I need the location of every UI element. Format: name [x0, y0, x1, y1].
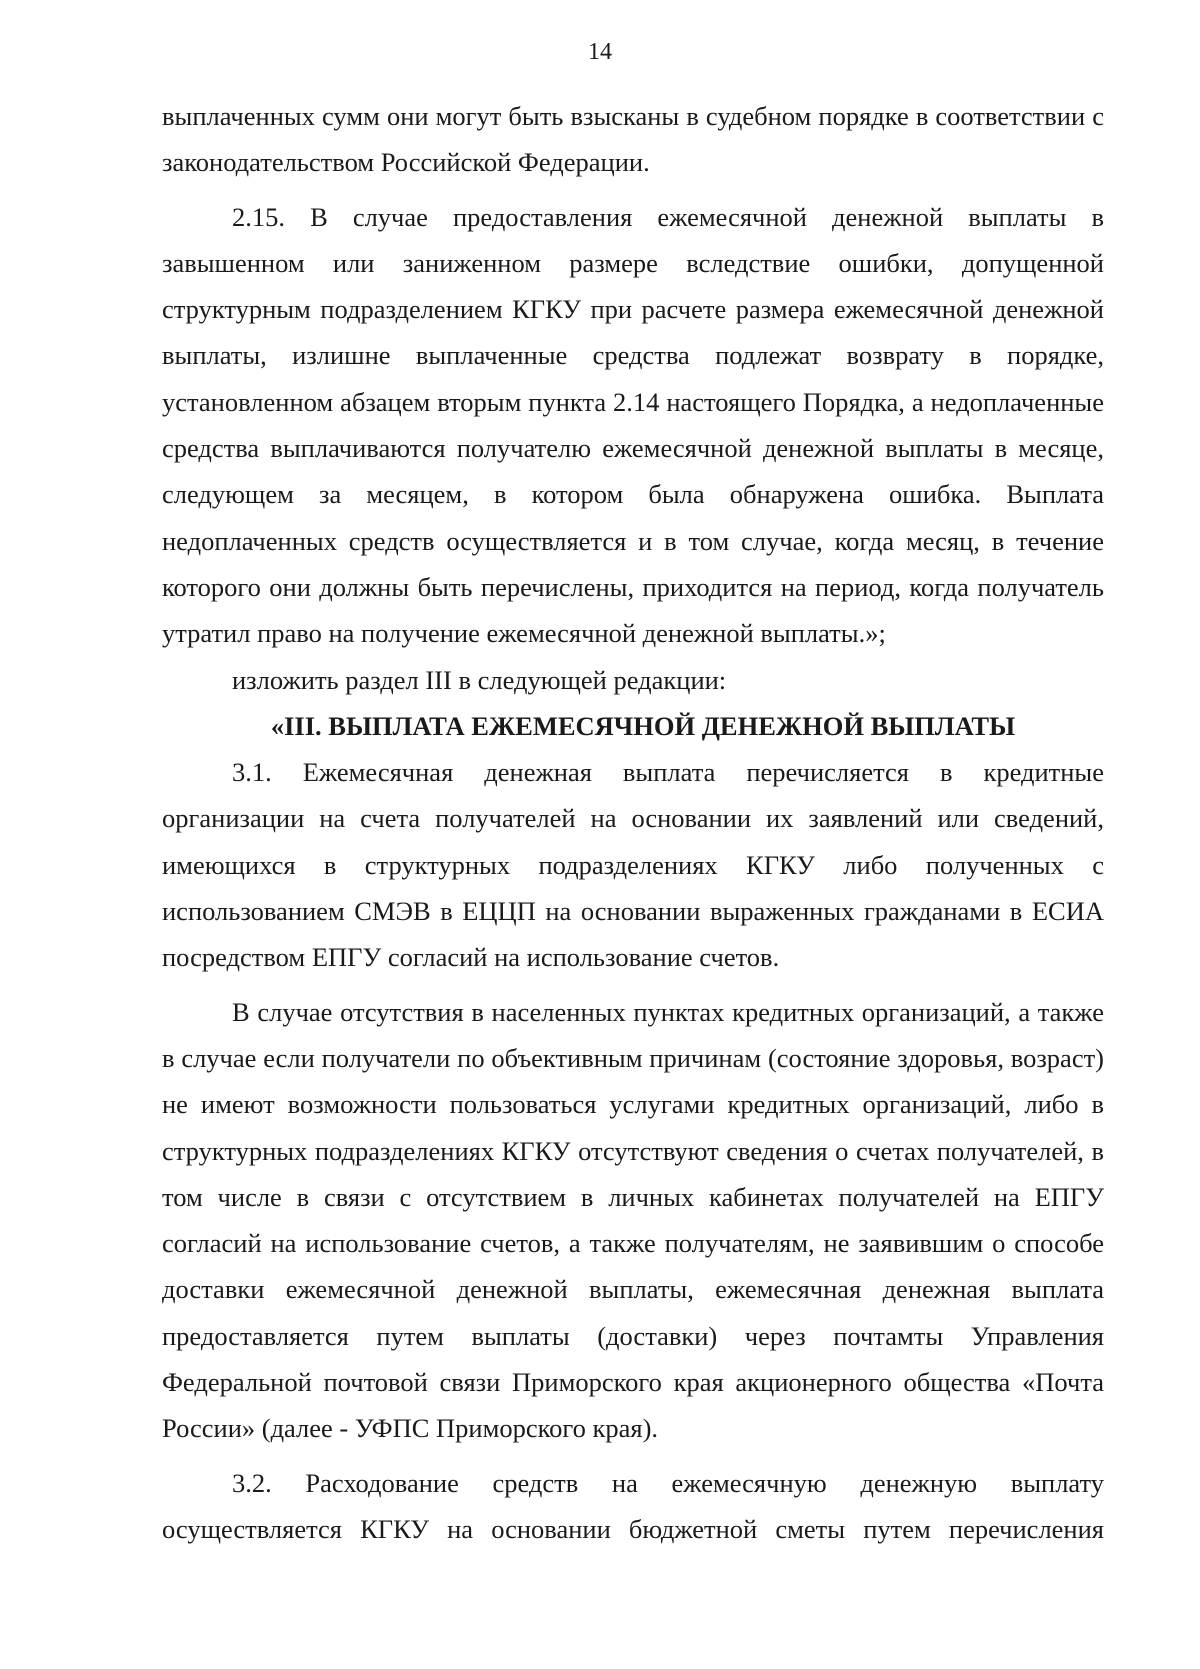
document-body	[162, 93, 1104, 1552]
page-number: 14	[588, 39, 612, 65]
paragraph-gap	[162, 981, 1104, 989]
paragraph-postal-delivery: В случае отсутствия в населенных пунктах кредитных организаций, а также в случае если получатели по объективным причинам (состояние здоровья, возраст) не имеют возможности пользоваться услугами кредитных организаций, либо в структурных подразделениях КГКУ отсутствуют сведения о счетах получателей, в том числе в связи с отсутствием в личных кабинетах получателей на ЕПГУ согласий на использование счетов, а также получателям, не заявившим о способе доставки ежемесячной денежной выплаты, ежемесячная денежная выплата предоставляется путем выплаты (доставки) через почтамты Управления Федеральной почтовой связи Приморского края акционерного общества «Почта России» (далее - УФПС Приморского края).	[162, 996, 1104, 1444]
paragraph-continuation: выплаченных сумм они могут быть взысканы в судебном порядке в соответствии с законодательством Российской Федерации.	[162, 101, 1104, 178]
paragraph-amendment-intro: изложить раздел III в следующей редакции:	[232, 664, 727, 695]
paragraph-gap	[162, 186, 1104, 194]
section-heading: «III. ВЫПЛАТА ЕЖЕМЕСЯЧНОЙ ДЕНЕЖНОЙ ВЫПЛАТЫ	[270, 710, 1016, 741]
paragraph-3-2: 3.2. Расходование средств на ежемесячную денежную выплату осуществляется КГКУ на основании бюджетной сметы путем перечисления	[162, 1467, 1104, 1544]
paragraph-2-15: 2.15. В случае предоставления ежемесячной денежной выплаты в завышенном или заниженном размере вследствие ошибки, допущенной структурным подразделением КГКУ при расчете размера ежемесячной денежной выплаты, излишне выплаченные средства подлежат возврату в порядке, установленном абзацем вторым пункта 2.14 настоящего Порядка, а недоплаченные средства выплачиваются получателю ежемесячной денежной выплаты в месяце, следующем за месяцем, в котором была обнаружена ошибка. Выплата недоплаченных средств осуществляется и в том случае, когда месяц, в течение которого они должны быть перечислены, приходится на период, когда получатель утратил право на получение ежемесячной денежной выплаты.»;	[162, 201, 1104, 649]
paragraph-3-1: 3.1. Ежемесячная денежная выплата перечисляется в кредитные организации на счета получателей на основании их заявлений или сведений, имеющихся в структурных подразделениях КГКУ либо полученных с использованием СМЭВ в ЕЦЦП на основании выраженных гражданами в ЕСИА посредством ЕПГУ согласий на использование счетов.	[162, 757, 1104, 973]
paragraph-gap	[162, 1452, 1104, 1460]
